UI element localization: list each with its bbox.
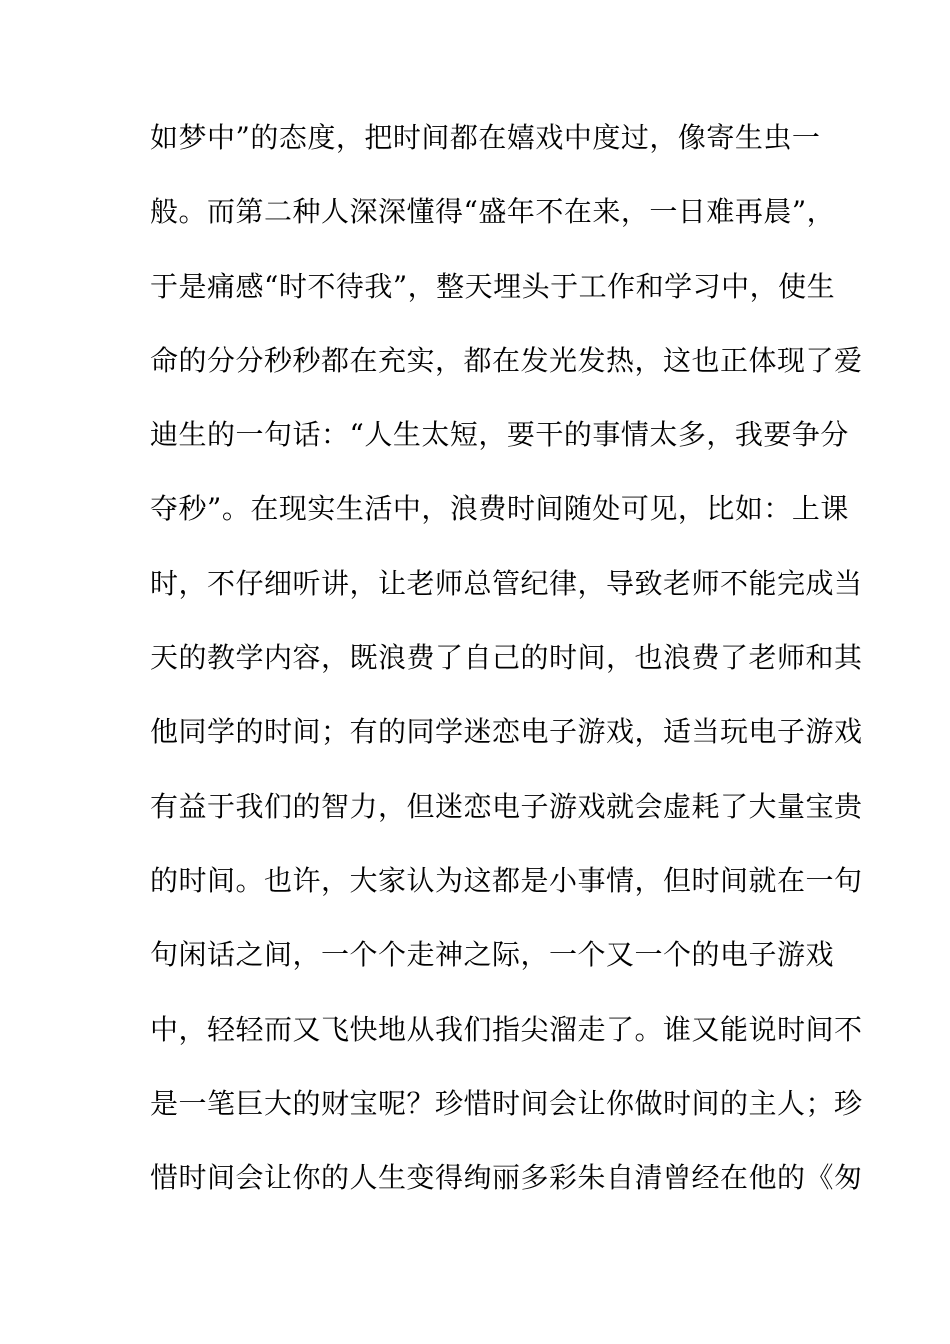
text-line: 夺秒”。在现实生活中，浪费时间随处可见，比如：上课	[150, 492, 849, 526]
text-line: 于是痛感“时不待我”，整天埋头于工作和学习中，使生	[150, 269, 836, 303]
text-line: 如梦中”的态度，把时间都在嬉戏中度过，像寄生虫一	[150, 121, 821, 154]
text-line: 惜时间会让你的人生变得绚丽多彩朱自清曾经在他的《匆	[150, 1161, 863, 1195]
text-line: 句闲话之间，一个个走神之际，一个又一个的电子游戏	[150, 938, 835, 972]
text-line: 时，不仔细听讲，让老师总管纪律，导致老师不能完成当	[150, 566, 863, 600]
text-line: 天的教学内容，既浪费了自己的时间，也浪费了老师和其	[150, 641, 863, 675]
body-text	[150, 101, 863, 1215]
text-line: 般。而第二种人深深懂得“盛年不在来，一日难再晨”，	[150, 195, 836, 229]
text-line: 中，轻轻而又飞快地从我们指尖溜走了。谁又能说时间不	[150, 1012, 863, 1046]
text-line: 有益于我们的智力，但迷恋电子游戏就会虚耗了大量宝贵	[150, 789, 863, 823]
text-line: 他同学的时间；有的同学迷恋电子游戏，适当玩电子游戏	[150, 715, 863, 749]
text-line: 是一笔巨大的财宝呢？珍惜时间会让你做时间的主人；珍	[150, 1086, 863, 1120]
text-line: 的时间。也许，大家认为这都是小事情，但时间就在一句	[150, 863, 863, 897]
text-line: 命的分分秒秒都在充实，都在发光发热，这也正体现了爱	[150, 343, 863, 377]
text-line: 迪生的一句话：“人生太短，要干的事情太多，我要争分	[150, 418, 849, 452]
